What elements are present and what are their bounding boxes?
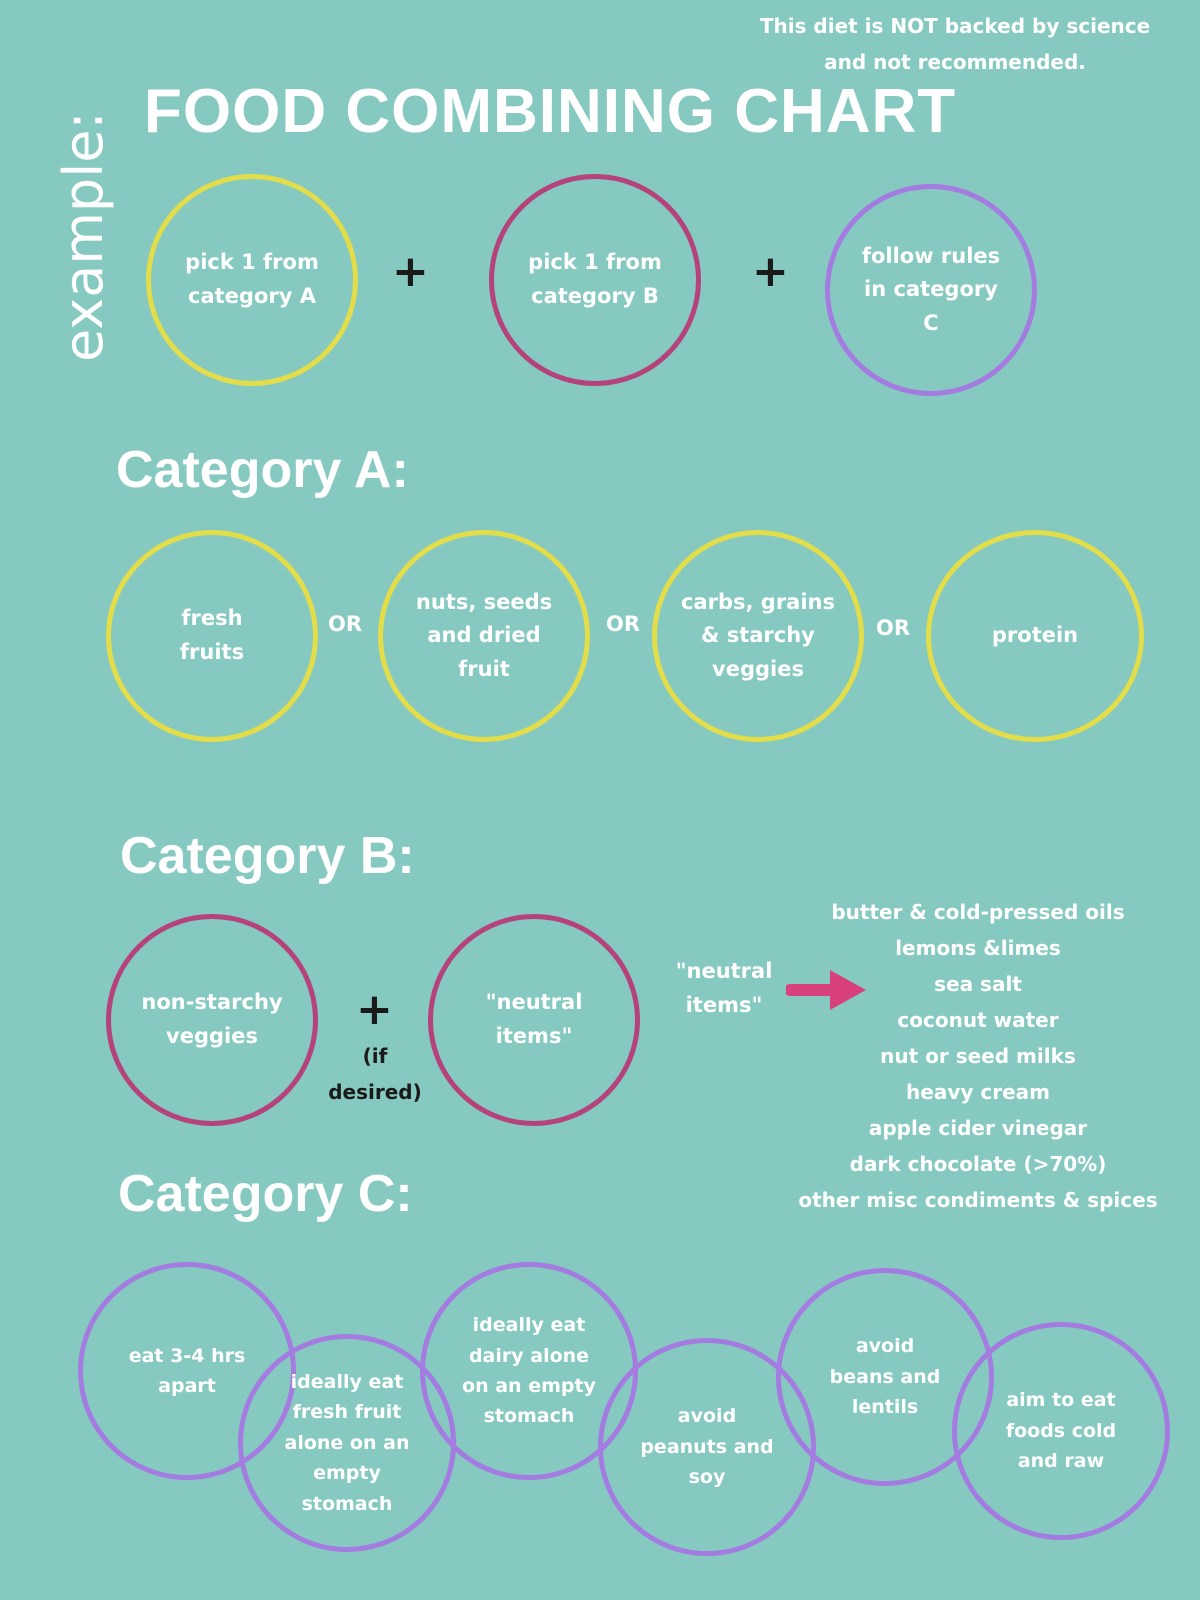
page-title: FOOD COMBINING CHART bbox=[144, 77, 957, 146]
category-a-item-text: protein bbox=[991, 623, 1079, 648]
neutral-item: apple cider vinegar bbox=[868, 1116, 1088, 1140]
or-separator: OR bbox=[328, 612, 363, 636]
category-c-rule-text: eat 3-4 hrs apart bbox=[128, 1344, 246, 1397]
category-c-rule-text: avoid beans and lentils bbox=[829, 1335, 941, 1419]
formula-step-c-circle bbox=[825, 184, 1037, 396]
category-b-item-text: "neutral items" bbox=[485, 990, 583, 1048]
category-b-item bbox=[106, 914, 318, 1126]
category-a-item bbox=[106, 530, 318, 742]
category-c-rule-text: aim to eat foods cold and raw bbox=[1005, 1389, 1117, 1473]
plus-sign: + bbox=[392, 246, 429, 297]
neutral-item: lemons &limes bbox=[895, 936, 1061, 960]
formula-step-c-text: follow rules in category C bbox=[861, 243, 1001, 335]
category-c-rule-text: ideally eat fresh fruit alone on an empty stomach bbox=[284, 1371, 410, 1515]
neutral-item: other misc condiments & spices bbox=[798, 1188, 1158, 1212]
neutral-item: coconut water bbox=[897, 1008, 1059, 1032]
plus-sign: + bbox=[356, 984, 393, 1035]
if-desired-note: (if desired) bbox=[328, 1044, 422, 1104]
formula-step-a-text: pick 1 from category A bbox=[185, 250, 319, 308]
neutral-items-label: "neutral items" bbox=[675, 959, 773, 1017]
neutral-item: dark chocolate (>70%) bbox=[849, 1152, 1107, 1176]
category-c-rule bbox=[952, 1322, 1170, 1540]
category-a-item bbox=[652, 530, 864, 742]
category-b-item-text: non-starchy veggies bbox=[141, 990, 283, 1048]
disclaimer-text: This diet is NOT backed by science and not recommended. bbox=[759, 14, 1151, 74]
or-separator: OR bbox=[606, 612, 641, 636]
category-a-item-text: nuts, seeds and dried fruit bbox=[415, 589, 553, 681]
or-separator: OR bbox=[876, 616, 911, 640]
formula-step-b-text: pick 1 from category B bbox=[528, 250, 662, 308]
formula-step-b-circle bbox=[489, 174, 701, 386]
category-c-rule-text: avoid peanuts and soy bbox=[640, 1405, 774, 1489]
category-b-item bbox=[428, 914, 640, 1126]
example-side-label: example: bbox=[52, 111, 115, 362]
neutral-item: nut or seed milks bbox=[880, 1044, 1076, 1068]
category-a-item-text: carbs, grains & starchy veggies bbox=[680, 589, 835, 681]
neutral-item: sea salt bbox=[934, 972, 1022, 996]
category-c-heading: Category C: bbox=[118, 1165, 413, 1223]
neutral-item: heavy cream bbox=[906, 1080, 1050, 1104]
category-a-item-text: fresh fruits bbox=[179, 606, 245, 664]
category-a-heading: Category A: bbox=[116, 441, 409, 499]
category-b-heading: Category B: bbox=[120, 827, 415, 885]
neutral-items-list bbox=[768, 894, 1188, 1218]
category-a-item bbox=[378, 530, 590, 742]
category-a-item bbox=[926, 530, 1144, 742]
formula-step-a-circle bbox=[146, 174, 358, 386]
category-c-rule-text: ideally eat dairy alone on an empty stomach bbox=[462, 1314, 596, 1428]
plus-sign: + bbox=[752, 246, 789, 297]
neutral-item: butter & cold-pressed oils bbox=[831, 900, 1125, 924]
